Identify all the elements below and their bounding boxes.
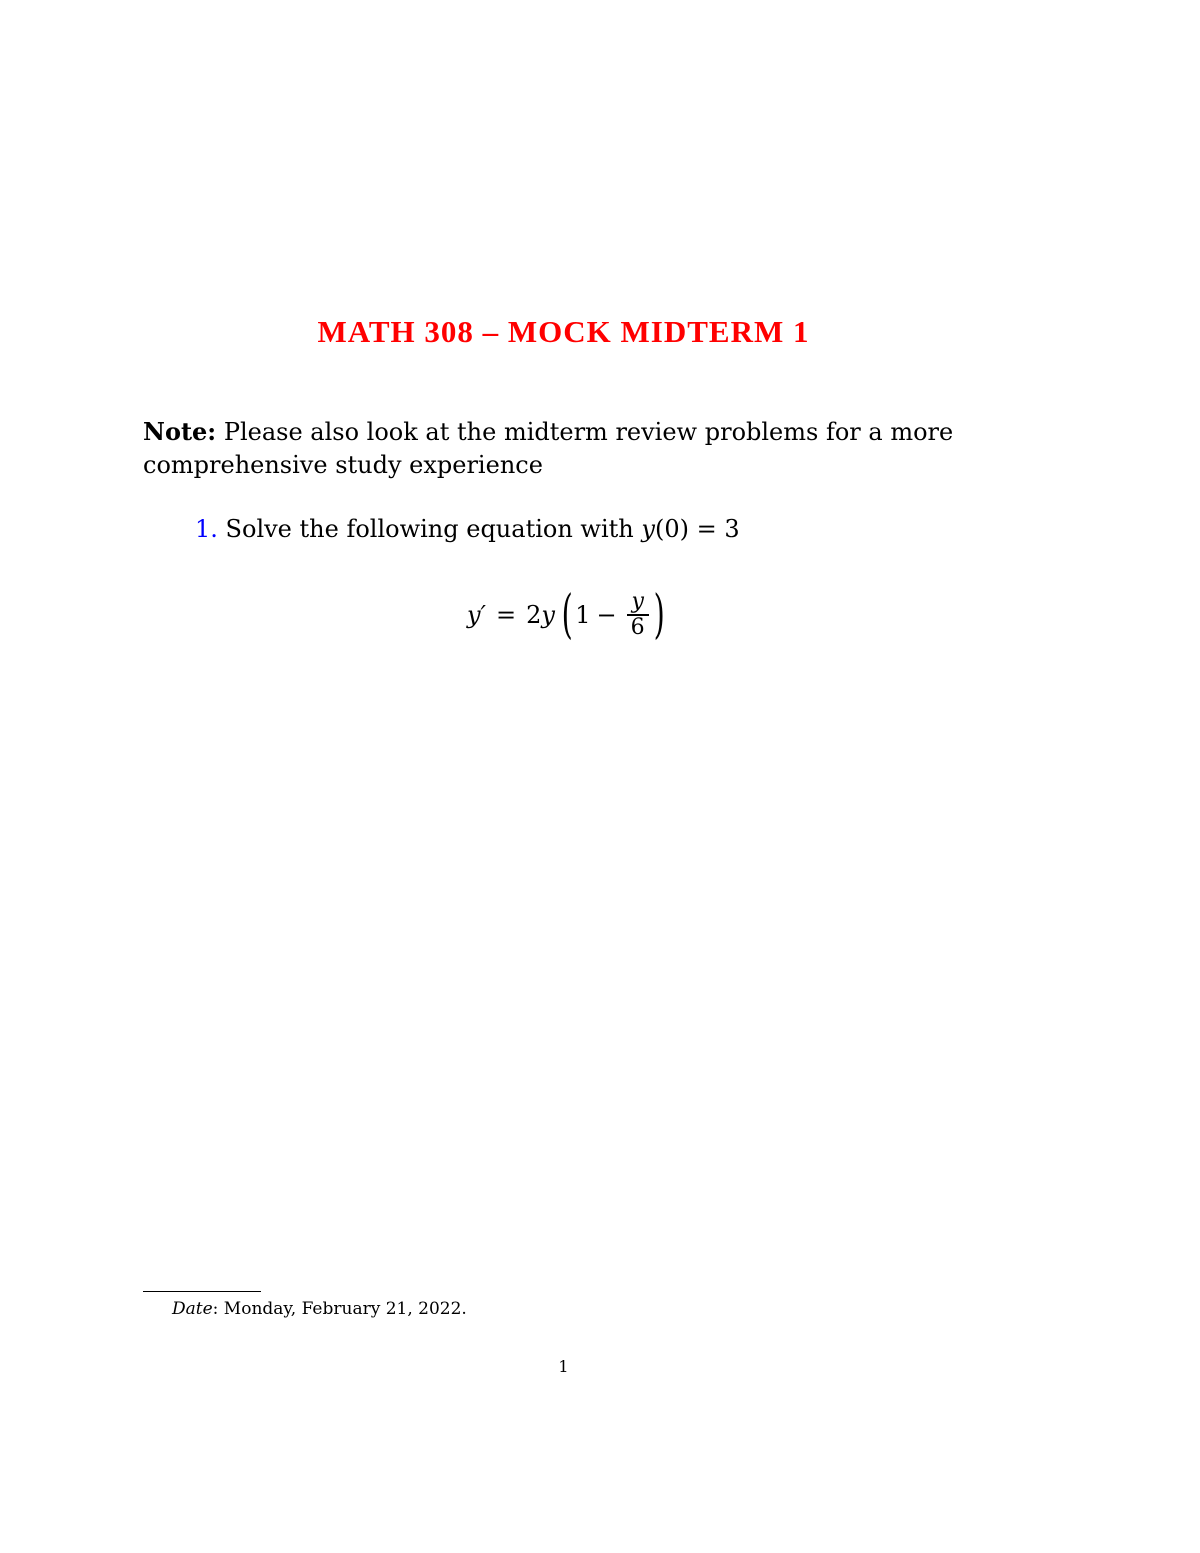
equation-one: 1: [575, 601, 591, 629]
page-number: 1: [558, 1357, 569, 1376]
problem-text: Solve the following equation with: [225, 515, 634, 543]
equation-coefficient: 2: [526, 601, 542, 629]
footnote-text: : Monday, February 21, 2022.: [212, 1299, 467, 1319]
document-title: MATH 308 – MOCK MIDTERM 1: [317, 314, 810, 349]
footnote: [172, 1297, 467, 1321]
note-label: Note:: [143, 417, 217, 446]
note-text: Please also look at the midterm review problems for a more comprehensive study experience: [143, 418, 954, 479]
equation-minus: −: [596, 601, 617, 629]
note-paragraph: [143, 415, 1023, 482]
equation-variable: y: [541, 601, 555, 629]
problem-number: 1.: [195, 515, 218, 543]
right-paren: ): [653, 585, 665, 645]
footnote-rule: [143, 1291, 261, 1292]
condition-argument: (0) = 3: [654, 515, 740, 543]
condition-function: y: [641, 515, 655, 543]
problem-1-statement: [195, 513, 740, 546]
fraction-denominator: 6: [630, 614, 645, 640]
equation-equals: =: [496, 601, 517, 629]
footnote-label: Date: [172, 1299, 213, 1319]
fraction: [627, 590, 649, 640]
left-paren: (: [561, 585, 573, 645]
problem-1-equation: [467, 585, 665, 645]
equation-lhs: y′: [467, 601, 487, 629]
fraction-numerator: y: [631, 589, 644, 615]
